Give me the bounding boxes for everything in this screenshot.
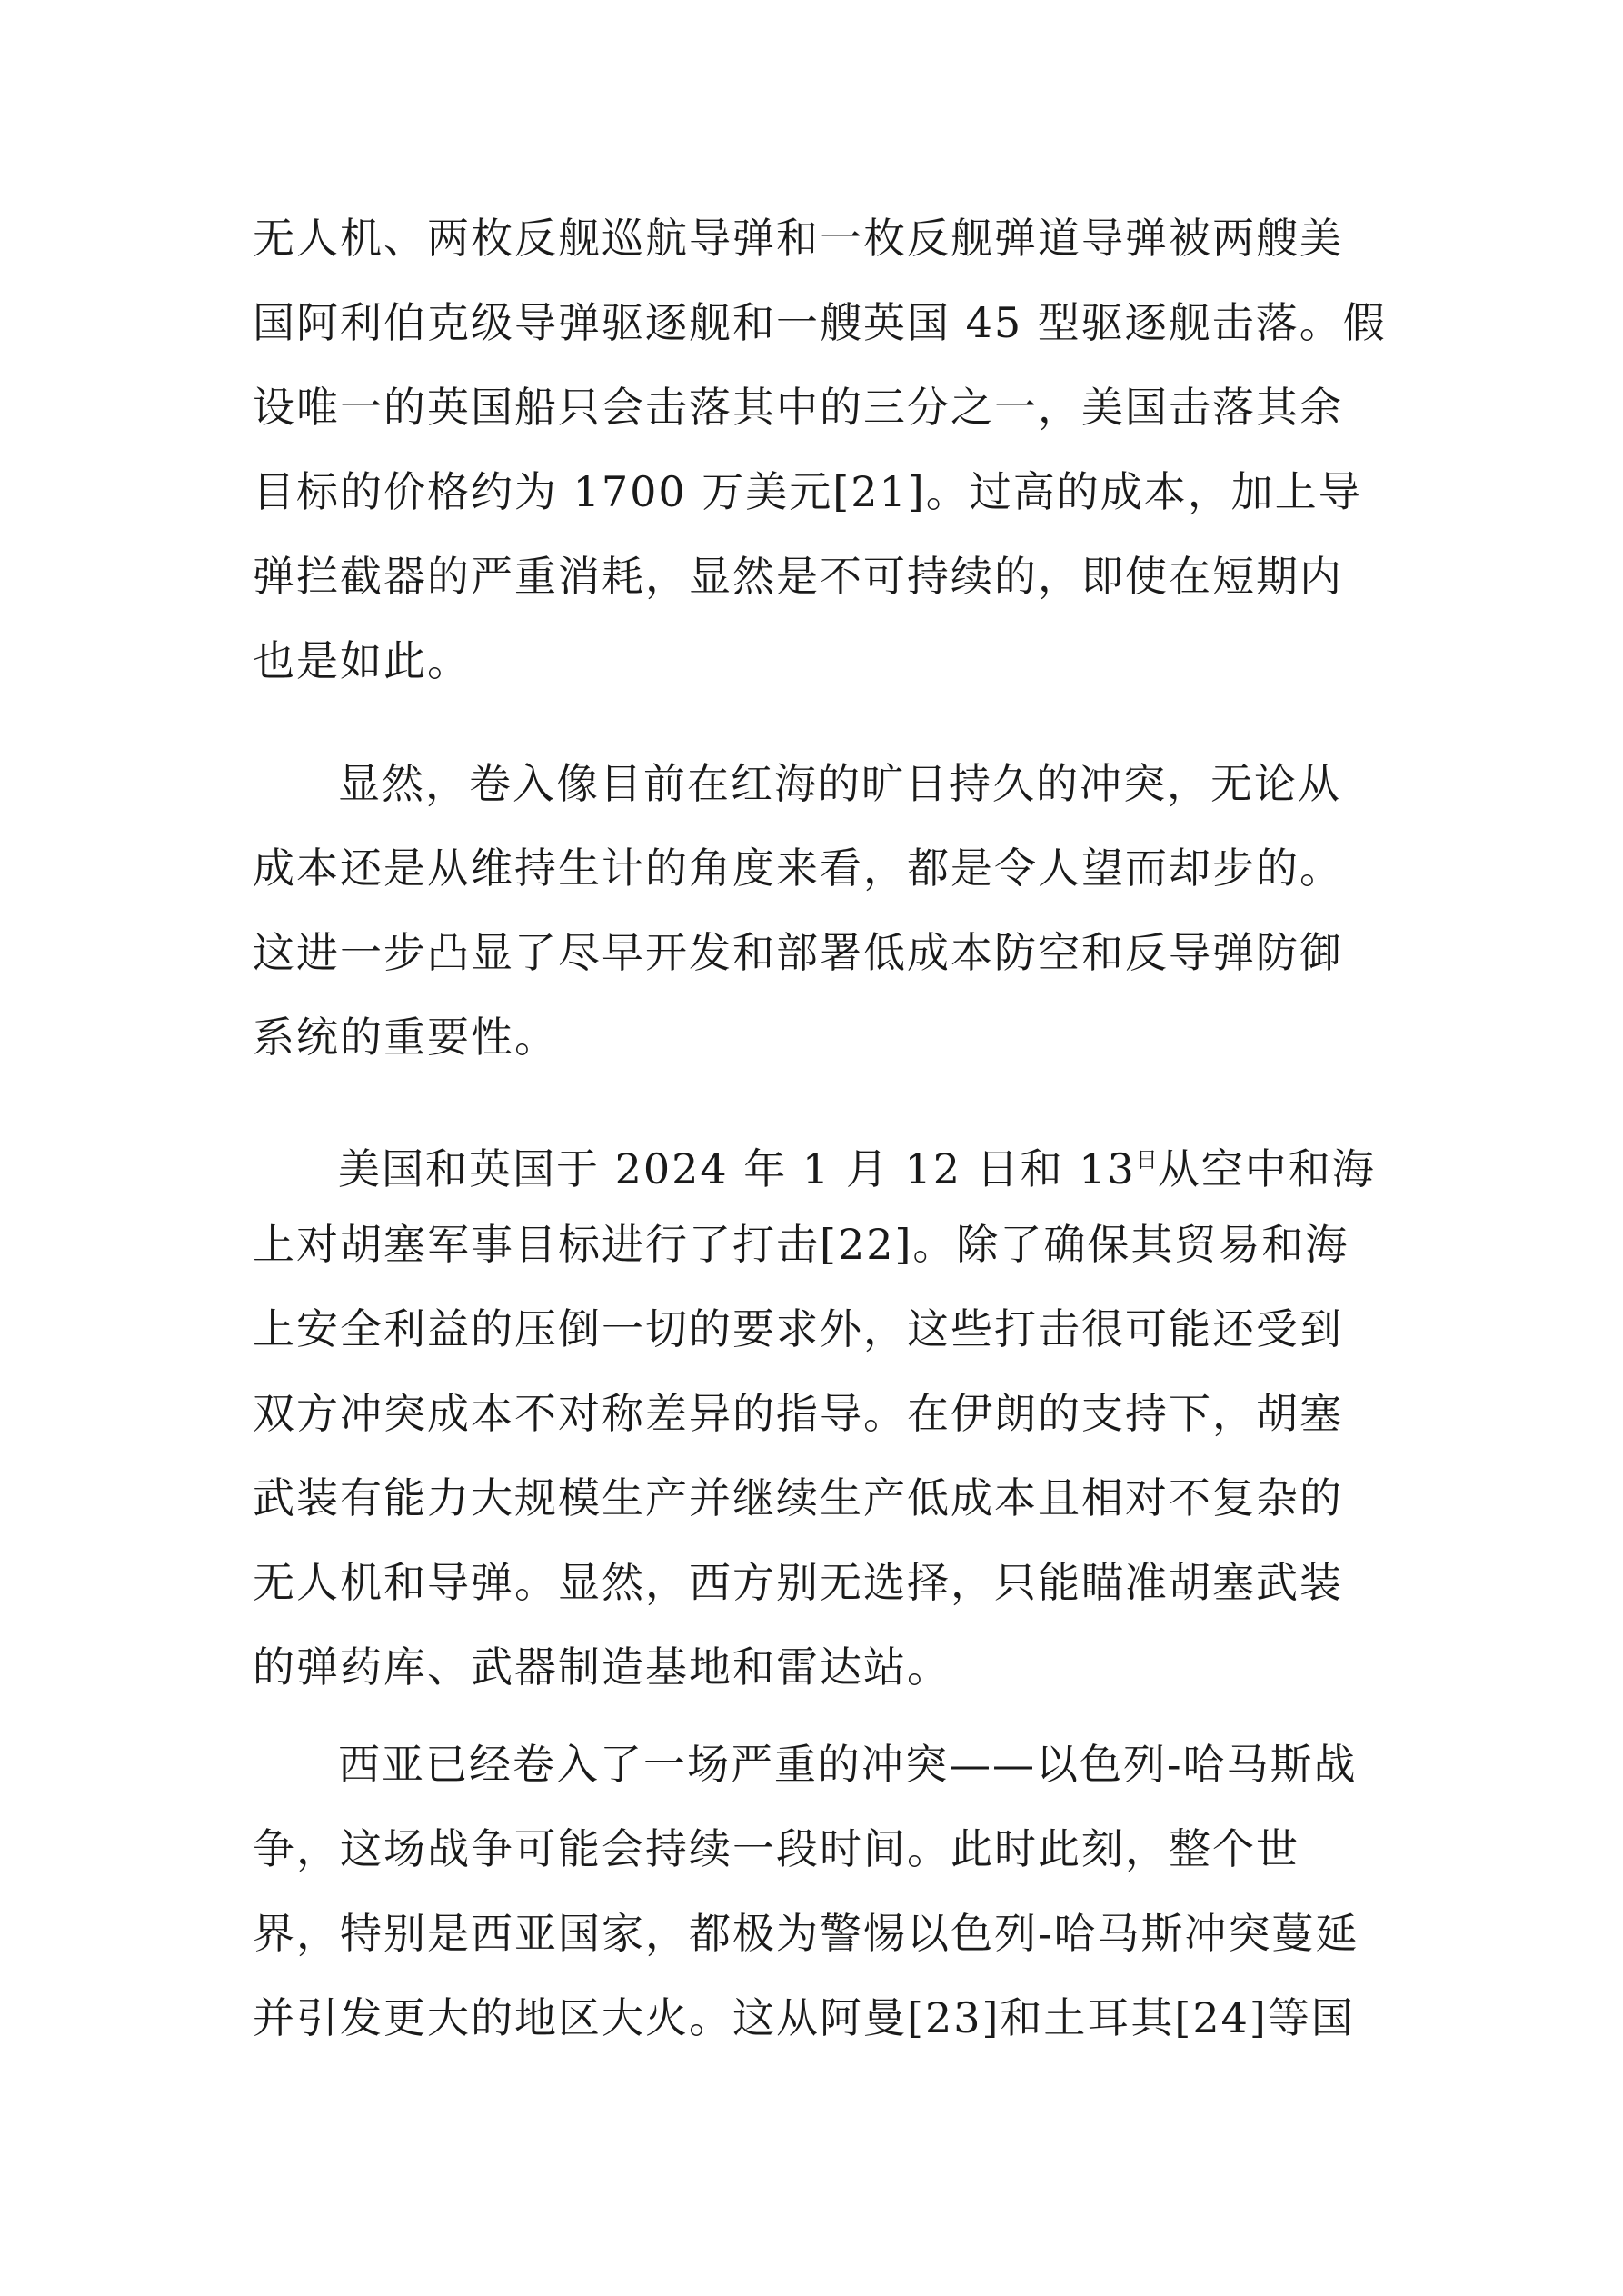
text-line: 上安全利益的压倒一切的要求外，这些打击很可能还受到 — [253, 1304, 1343, 1353]
text-line: 弹拦截器的严重消耗，显然是不可持续的，即使在短期内 — [253, 552, 1343, 601]
text-line: 成本还是从维持生计的角度来看，都是令人望而却步的。 — [253, 844, 1343, 893]
text-line: 这进一步凸显了尽早开发和部署低成本防空和反导弹防御 — [253, 928, 1343, 977]
text-line: 显然，卷入像目前在红海的旷日持久的冲突，无论从 — [338, 759, 1341, 808]
text-line: 并引发更大的地区大火。这从阿曼[23]和土耳其[24]等国 — [253, 1993, 1355, 2042]
text-segment: 从空中和海 — [1157, 1144, 1376, 1193]
text-line-with-superscript — [338, 1133, 1401, 1193]
text-segment: 美国和英国于 2024 年 1 月 12 日和 13 — [338, 1144, 1136, 1193]
text-line: 武装有能力大规模生产并继续生产低成本且相对不复杂的 — [253, 1473, 1343, 1522]
text-line: 争，这场战争可能会持续一段时间。此时此刻，整个世 — [253, 1824, 1299, 1873]
text-line: 设唯一的英国船只会击落其中的三分之一，美国击落其余 — [253, 383, 1343, 432]
text-line: 西亚已经卷入了一场严重的冲突——以色列-哈马斯战 — [338, 1740, 1358, 1789]
text-line: 国阿利伯克级导弹驱逐舰和一艘英国 45 型驱逐舰击落。假 — [253, 298, 1387, 347]
superscript-day: 日 — [1135, 1147, 1158, 1173]
text-line: 无人机和导弹。显然，西方别无选择，只能瞄准胡塞武装 — [253, 1558, 1343, 1607]
text-line: 系统的重要性。 — [253, 1013, 558, 1062]
text-line: 上对胡塞军事目标进行了打击[22]。除了确保其贸易和海 — [253, 1220, 1349, 1269]
text-line: 也是如此。 — [253, 636, 471, 685]
text-line: 双方冲突成本不对称差异的指导。在伊朗的支持下，胡塞 — [253, 1389, 1343, 1438]
text-line: 无人机、两枚反舰巡航导弹和一枚反舰弹道导弹被两艘美 — [253, 214, 1343, 263]
text-line: 目标的价格约为 1700 万美元[21]。过高的成本，加上导 — [253, 467, 1362, 516]
text-line: 界，特别是西亚国家，都极为警惕以色列-哈马斯冲突蔓延 — [253, 1909, 1359, 1958]
text-line: 的弹药库、武器制造基地和雷达站。 — [253, 1642, 951, 1692]
